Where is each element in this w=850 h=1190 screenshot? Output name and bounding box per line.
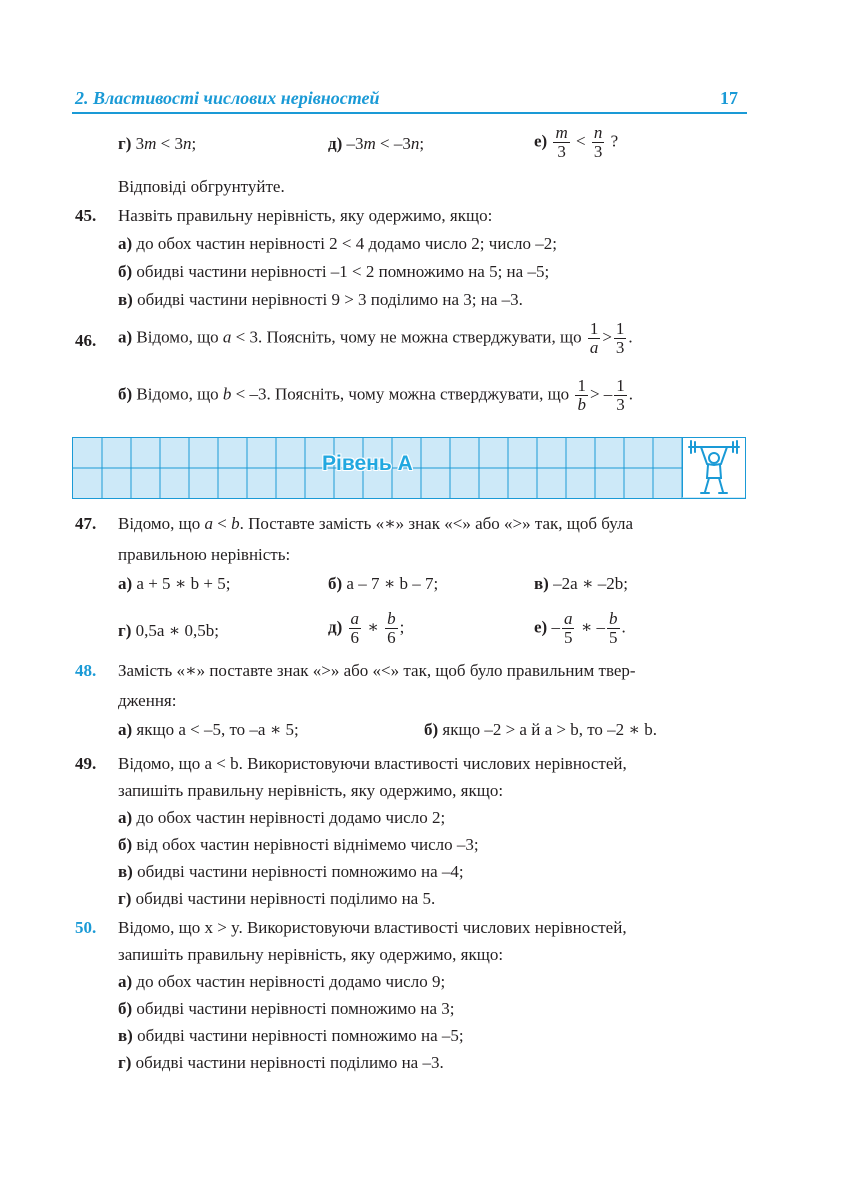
page-number: 17 <box>720 88 738 108</box>
fraction: $\frac{a}{5}$ <box>563 609 573 647</box>
problem-46b: б) Відомо, що b < –3. Поясніть, чому можна стверджувати, що $\frac{1}{b}$ > – $\frac{1}{3}$ . <box>118 376 634 414</box>
list-item: в) обидві частини нерівності помножимо на –4; <box>118 862 464 881</box>
problem-text: дження: <box>118 691 177 710</box>
item-g: г) 3m < 3n; <box>118 134 197 153</box>
item-e: е) – $\frac{a}{5}$ ∗ – $\frac{b}{5}$ . <box>534 609 626 647</box>
item-e: е) $\frac{m}{3}$ < $\frac{n}{3}$ ? <box>534 123 619 161</box>
justify-text: Відповіді обгрунтуйте. <box>118 177 285 196</box>
list-item: а) до обох частин нерівності додамо число 2; <box>118 808 446 827</box>
item-d: д) –3m < –3n; <box>328 134 425 153</box>
fraction: $\frac{n}{3}$ <box>593 123 603 161</box>
problem-text: запишіть правильну нерівність, яку одержимо, якщо: <box>118 781 504 800</box>
problem-text: Відомо, що a < b. Використовуючи властивості числових нерівностей, <box>118 754 627 773</box>
list-item: г) обидві частини нерівності поділимо на 5. <box>118 889 436 908</box>
item-b: б) якщо –2 > a й a > b, то –2 ∗ b. <box>424 720 657 739</box>
level-title: Рівень А <box>322 452 413 475</box>
list-item: г) обидві частини нерівності поділимо на –3. <box>118 1053 444 1072</box>
problem-text: правильною нерівність: <box>118 545 291 564</box>
fraction: $\frac{m}{3}$ <box>555 123 568 161</box>
problem-text: Відомо, що a < b. Поставте замість «∗» знак «<» або «>» так, щоб була <box>118 514 634 533</box>
list-item: а) до обох частин нерівності додамо число 9; <box>118 972 446 991</box>
problem-text: Назвіть правильну нерівність, яку одержимо, якщо: <box>118 206 493 225</box>
section-title: 2. Властивості числових нерівностей <box>75 88 380 108</box>
problem-number: 46. <box>75 331 97 350</box>
fraction: $\frac{1}{a}$ <box>589 319 599 357</box>
weightlifter-icon <box>682 438 745 497</box>
fraction: $\frac{1}{b}$ <box>577 376 586 414</box>
item-b: б) a – 7 ∗ b – 7; <box>328 574 439 593</box>
list-item: в) обидві частини нерівності помножимо на –5; <box>118 1026 464 1045</box>
list-item: б) від обох частин нерівності віднімемо число –3; <box>118 835 479 854</box>
problem-number: 49. <box>75 754 97 773</box>
problem-number: 48. <box>75 661 97 680</box>
item-a: а) a + 5 ∗ b + 5; <box>118 574 231 593</box>
fraction: $\frac{a}{6}$ <box>350 609 360 647</box>
list-item: б) обидві частини нерівності помножимо на 3; <box>118 999 455 1018</box>
item-v: в) –2a ∗ –2b; <box>534 574 628 593</box>
problem-number: 50. <box>75 918 97 937</box>
fraction: $\frac{1}{3}$ <box>616 376 625 414</box>
problem-46a: а) Відомо, що a < 3. Поясніть, чому не можна стверджувати, що $\frac{1}{a}$ > $\frac{1}{3}$ . <box>118 319 633 357</box>
fraction: $\frac{b}{6}$ <box>387 609 396 647</box>
header-rule <box>72 112 747 114</box>
fraction: $\frac{1}{3}$ <box>615 319 625 357</box>
problem-number: 45. <box>75 206 97 225</box>
list-item: в) обидві частини нерівності 9 > 3 поділимо на 3; на –3. <box>118 290 523 309</box>
item-a: а) якщо a < –5, то –a ∗ 5; <box>118 720 299 739</box>
item-g: г) 0,5a ∗ 0,5b; <box>118 621 219 640</box>
problem-text: Відомо, що x > y. Використовуючи властивості числових нерівностей, <box>118 918 627 937</box>
fraction: $\frac{b}{5}$ <box>609 609 618 647</box>
list-item: б) обидві частини нерівності –1 < 2 помножимо на 5; на –5; <box>118 262 550 281</box>
item-d: д) $\frac{a}{6}$ ∗ $\frac{b}{6}$ ; <box>328 609 405 647</box>
problem-number: 47. <box>75 514 97 533</box>
problem-text: запишіть правильну нерівність, яку одержимо, якщо: <box>118 945 504 964</box>
problem-text: Замість «∗» поставте знак «>» або «<» так, щоб було правильним твер- <box>118 661 636 680</box>
list-item: а) до обох частин нерівності 2 < 4 додамо число 2; число –2; <box>118 234 557 253</box>
